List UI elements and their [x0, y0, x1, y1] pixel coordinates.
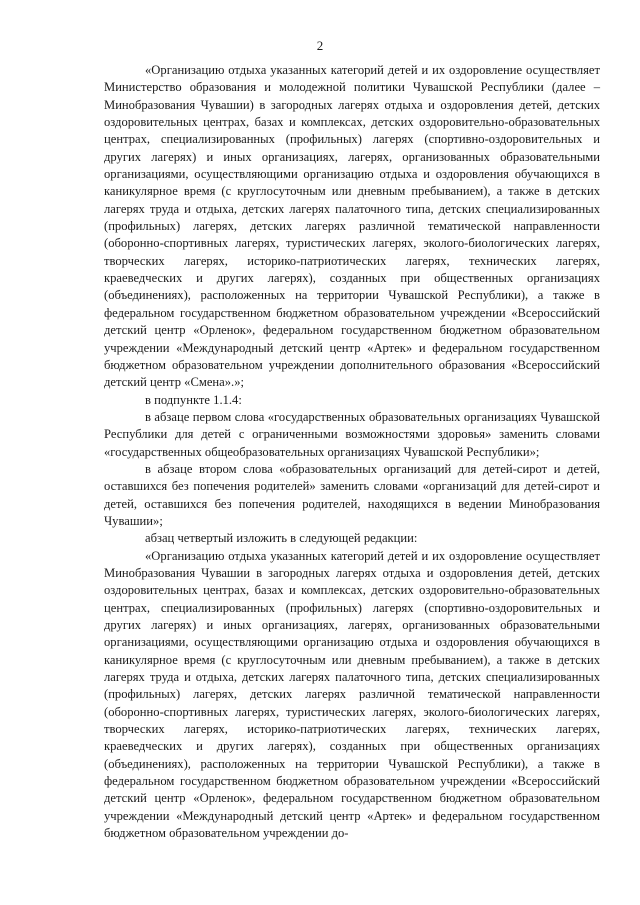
page-number: 2 — [316, 38, 324, 53]
paragraph-second-abzats-change: в абзаце втором слова «образовательных организаций для детей-сирот и детей, оставшихся без попечения родителей» заменить словами «организаций для детей-сирот и детей, оставшихся без попечения родителей, находящихся в ведении Минобразования Чувашии»; — [104, 461, 600, 528]
document-body — [104, 62, 600, 842]
paragraph-first-abzats-change: в абзаце первом слова «государственных образовательных организациях Чувашской Республики для детей с ограниченными возможностями здоровья» заменить словами «государственных общеобразовательных организациях Чувашской Республики»; — [104, 409, 600, 459]
paragraph-organization-ministry: «Организацию отдыха указанных категорий детей и их оздоровление осуществляет Министерство образования и молодежной политики Чувашской Республики (далее – Минобразования Чувашии) в загородных лагерях отдыха и оздоровления детей, детских оздоровительных центрах, базах и комплексах, детских оздоровительно-образовательных центрах, специализированных (профильных) лагерях (спортивно-оздоровительных и других лагерях) и иных организациях, лагерях, организованных образовательными организациями, осуществляющими организацию отдыха и оздоровления обучающихся в каникулярное время (с круглосуточным или дневным пребыванием), а также в детских лагерях труда и отдыха, детских лагерях палаточного типа, детских специализированных (профильных) лагерях, детских лагерях различной тематической направленности (оборонно-спортивных лагерях, туристических лагерях, эколого-биологических лагерях, творческих лагерях, историко-патриотических лагерях, технических лагерях, краеведческих и других лагерях), созданных при общественных организациях (объединениях), расположенных на территории Чувашской Республики), а также в федеральном государственном бюджетном образовательном учреждении «Всероссийский детский центр «Орленок», федеральном государственном бюджетном образовательном учреждении «Международный детский центр «Артек» и федеральном государственном бюджетном образовательном учреждении дополнительного образования «Всероссийский детский центр «Смена».»; — [104, 63, 600, 390]
paragraph-fourth-abzats-intro: абзац четвертый изложить в следующей редакции: — [145, 531, 418, 546]
paragraph-subitem-1-1-4: в подпункте 1.1.4: — [145, 392, 242, 407]
paragraph-new-redaction: «Организацию отдыха указанных категорий детей и их оздоровление осуществляет Минобразования Чувашии в загородных лагерях отдыха и оздоровления детей, детских оздоровительных центрах, базах и комплексах, детских оздоровительно-образовательных центрах, специализированных (профильных) лагерях (спортивно-оздоровительных и других лагерях) и иных организациях, лагерях, организованных образовательными организациями, осуществляющими организацию отдыха и оздоровления обучающихся в каникулярное время (с круглосуточным или дневным пребыванием), а также в детских лагерях труда и отдыха, детских лагерях палаточного типа, детских специализированных (профильных) лагерях, детских лагерях различной тематической направленности (оборонно-спортивных лагерях, туристических лагерях, эколого-биологических лагерях, творческих лагерях, историко-патриотических лагерях, технических лагерях, краеведческих и других лагерях), созданных при общественных организациях (объединениях), расположенных на территории Чувашской Республики), а также в федеральном государственном бюджетном образовательном учреждении «Всероссийский детский центр «Орленок», федеральном государственном бюджетном образовательном учреждении «Международный детский центр «Артек» и федеральном государственном бюджетном образовательном учреждении до- — [104, 548, 600, 841]
